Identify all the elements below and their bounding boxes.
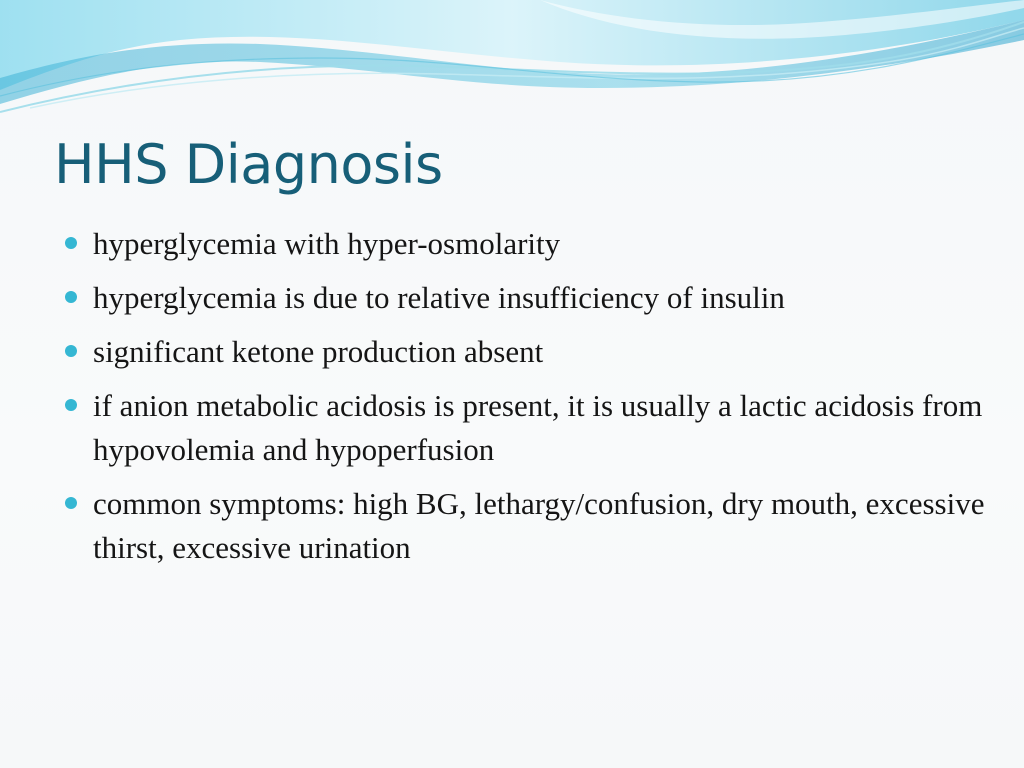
list-item — [58, 222, 988, 266]
header-wave-decoration — [0, 0, 1024, 130]
bullet-dot-icon — [65, 237, 77, 249]
page-title: HHS Diagnosis — [54, 133, 443, 196]
list-item — [58, 330, 988, 374]
bullet-dot-icon — [65, 345, 77, 357]
bullet-text: hyperglycemia is due to relative insufficiency of insulin — [93, 280, 785, 315]
bullet-text: hyperglycemia with hyper-osmolarity — [93, 226, 561, 261]
list-item — [58, 384, 988, 472]
list-item — [58, 276, 988, 320]
list-item — [58, 482, 988, 570]
bullet-dot-icon — [65, 399, 77, 411]
bullet-text: if anion metabolic acidosis is present, it is usually a lactic acidosis from hypovolemia and hypoperfusion — [93, 388, 983, 467]
bullet-dot-icon — [65, 497, 77, 509]
bullet-text: significant ketone production absent — [93, 334, 544, 369]
bullet-list — [58, 222, 988, 580]
bullet-text: common symptoms: high BG, lethargy/confusion, dry mouth, excessive thirst, excessive urination — [93, 486, 985, 565]
bullet-dot-icon — [65, 291, 77, 303]
